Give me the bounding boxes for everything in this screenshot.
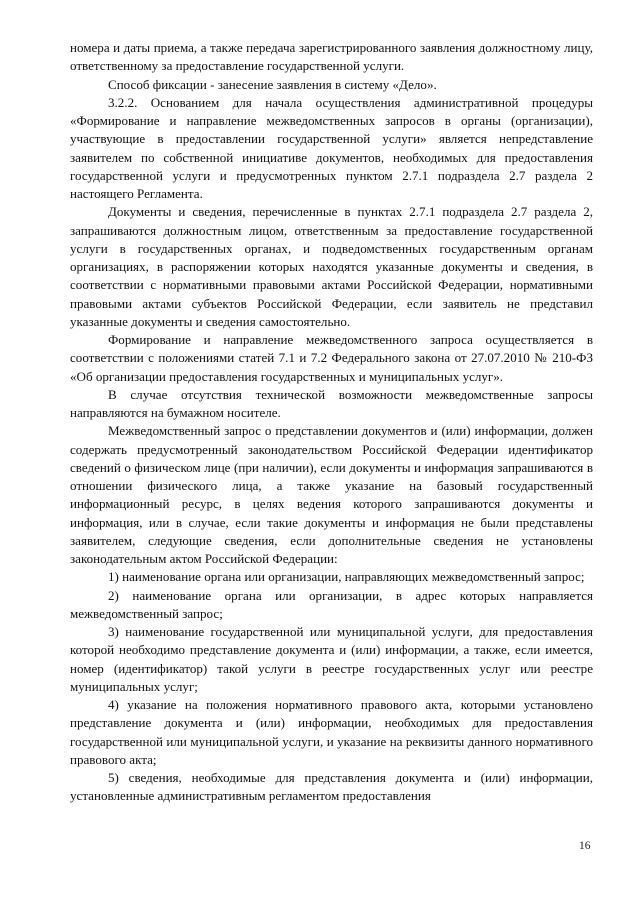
list-item-5: 5) сведения, необходимые для представления документа и (или) информации, установленные административным регламентом предоставления — [70, 770, 593, 804]
paragraph-fixation-method: Способ фиксации - занесение заявления в систему «Дело». — [108, 76, 437, 92]
paragraph-documents-requested: Документы и сведения, перечисленные в пунктах 2.7.1 подраздела 2.7 раздела 2, запрашиваются должностным лицом, ответственным за предоставление государственной услуги в государственных органах, и подведомственных государственным органам организациях, в распоряжении которых находятся указанные документы и сведения, в соответствии с нормативными правовыми актами Российской Федерации, нормативными правовыми актами субъектов Российской Федерации, если заявитель не представил указанные документы и сведения самостоятельно. — [70, 204, 593, 329]
paragraph-paper-requests: В случае отсутствия технической возможности межведомственные запросы направляются на бумажном носителе. — [70, 386, 593, 420]
paragraph-continuation: номера и даты приема, а также передача зарегистрированного заявления должностному лицу, ответственному за предоставление государственной услуги. — [70, 40, 593, 74]
page-number: 16 — [579, 840, 591, 852]
paragraph-request-law: Формирование и направление межведомственного запроса осуществляется в соответствии с положениями статей 7.1 и 7.2 Федерального закона от 27.07.2010 № 210-ФЗ «Об организации предоставления государственных и муниципальных услуг». — [70, 332, 593, 384]
list-item-4: 4) указание на положения нормативного правового акта, которыми установлено представление документа и (или) информации, необходимых для предоставления государственной или муниципальной услуги, и указание на реквизиты данного нормативного правового акта; — [70, 697, 593, 767]
paragraph-3-2-2: 3.2.2. Основанием для начала осуществления административной процедуры «Формирование и направление межведомственных запросов в органы (организации), участвующие в предоставлении государственной услуги» является непредставление заявителем по собственной инициативе документов, необходимых для предоставления государственной услуги и предусмотренных пунктом 2.7.1 подраздела 2.7 раздела 2 настоящего Регламента. — [70, 94, 593, 201]
paragraph-request-contents: Межведомственный запрос о представлении документов и (или) информации, должен содержать предусмотренный законодательством Российской Федерации идентификатор сведений о физическом лице (при наличии), если документы и информация запрашиваются в отношении физического лица, а также указание на базовый государственный информационный ресурс, в целях ведения которого запрашиваются документы и информация, или в случае, если такие документы и информация не были представлены заявителем, следующие сведения, если дополнительные сведения не установлены законодательным актом Российской Федерации: — [70, 423, 593, 566]
list-item-1: 1) наименование органа или организации, направляющих межведомственный запрос; — [108, 569, 585, 585]
document-body — [70, 39, 593, 806]
list-item-2: 2) наименование органа или организации, в адрес которых направляется межведомственный запрос; — [70, 587, 593, 621]
list-item-3: 3) наименование государственной или муниципальной услуги, для предоставления которой необходимо представление документа и (или) информации, а также, если имеется, номер (идентификатор) такой услуги в реестре государственных услуг или реестре муниципальных услуг; — [70, 624, 593, 694]
